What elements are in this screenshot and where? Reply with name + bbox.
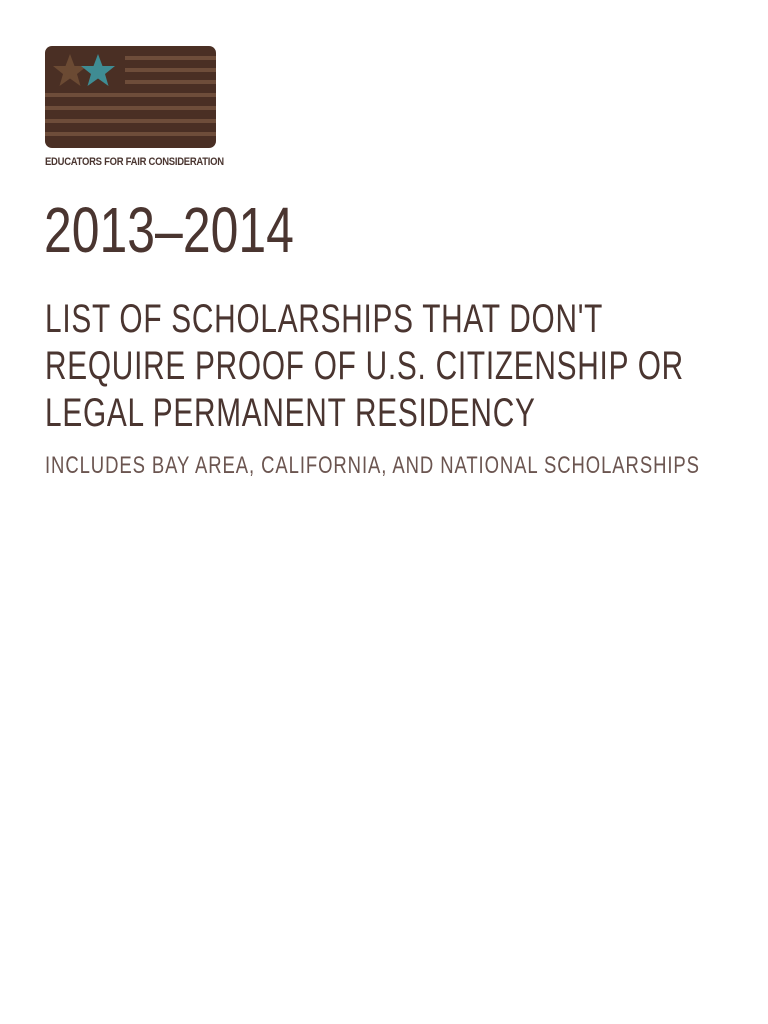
cover-subtitle: INCLUDES BAY AREA, CALIFORNIA, AND NATIONAL SCHOLARSHIPS: [45, 452, 700, 479]
cover-title: [45, 296, 716, 437]
cover-title-line: LIST OF SCHOLARSHIPS THAT DON'T: [45, 297, 604, 341]
flag-logo-icon: [45, 46, 216, 148]
cover-title-line: REQUIRE PROOF OF U.S. CITIZENSHIP OR: [45, 344, 684, 388]
logo: [45, 46, 224, 168]
cover-title-line: LEGAL PERMANENT RESIDENCY: [45, 391, 536, 435]
cover-year: 2013–2014: [44, 194, 294, 266]
org-name: EDUCATORS FOR FAIR CONSIDERATION: [45, 156, 224, 168]
